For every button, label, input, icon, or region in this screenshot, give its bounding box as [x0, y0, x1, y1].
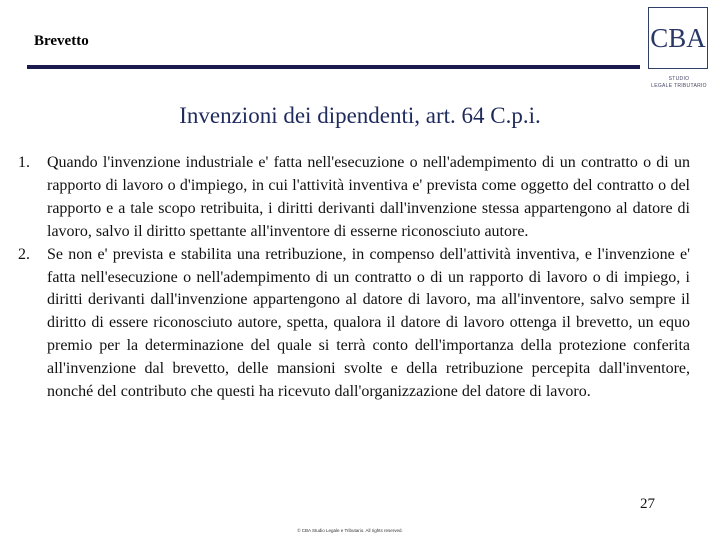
- header-divider: [27, 65, 640, 69]
- logo-subtitle-line-1: STUDIO: [668, 76, 690, 82]
- article-paragraph-list: [18, 152, 690, 404]
- logo-frame: [648, 7, 708, 69]
- list-item-text: Quando l'invenzione industriale e' fatta nell'esecuzione o nell'adempimento di un contratto o di un rapporto di lavoro o d'impiego, in cui l'attività inventiva e' prevista come oggetto del contratto o del rapporto e a tale scopo retribuita, i diritti derivanti dall'invenzione stessa appartengono al datore di lavoro, salvo il diritto spettante all'inventore di esserne riconosciuto autore.: [47, 154, 690, 240]
- cba-logo: [644, 7, 714, 89]
- copyright-footer: © CBA Studio Legale e Tributario. All rights reserved.: [297, 528, 403, 533]
- list-item-number: 1.: [18, 154, 30, 171]
- page-number: 27: [640, 496, 655, 512]
- list-item: [18, 244, 690, 404]
- list-item: [18, 152, 690, 244]
- logo-text: CBA: [650, 22, 706, 53]
- list-item-text: Se non e' prevista e stabilita una retribuzione, in compenso dell'attività inventiva, e l'invenzione e' fatta nell'esecuzione o nell'adempimento di un contratto o di un rapporto di lavoro o di impiego, i diritti derivanti dall'invenzione appartengono al datore di lavoro, ma all'inventore, salvo sempre il diritto di essere riconosciuto autore, spetta, qualora il datore di lavoro ottenga il brevetto, un equo premio per la determinazione del quale si terrà conto dell'importanza della protezione conferita all'invenzione dal brevetto, delle mansioni svolte e della retribuzione percepita dall'inventore, nonché del contributo che questi ha ricevuto dall'organizzazione del datore di lavoro.: [47, 245, 690, 401]
- list-item-number: 2.: [18, 245, 30, 263]
- header-label: Brevetto: [34, 33, 89, 49]
- slide-title: Invenzioni dei dipendenti, art. 64 C.p.i.: [179, 103, 541, 128]
- logo-subtitle-line-2: LEGALE TRIBUTARIO: [651, 83, 707, 89]
